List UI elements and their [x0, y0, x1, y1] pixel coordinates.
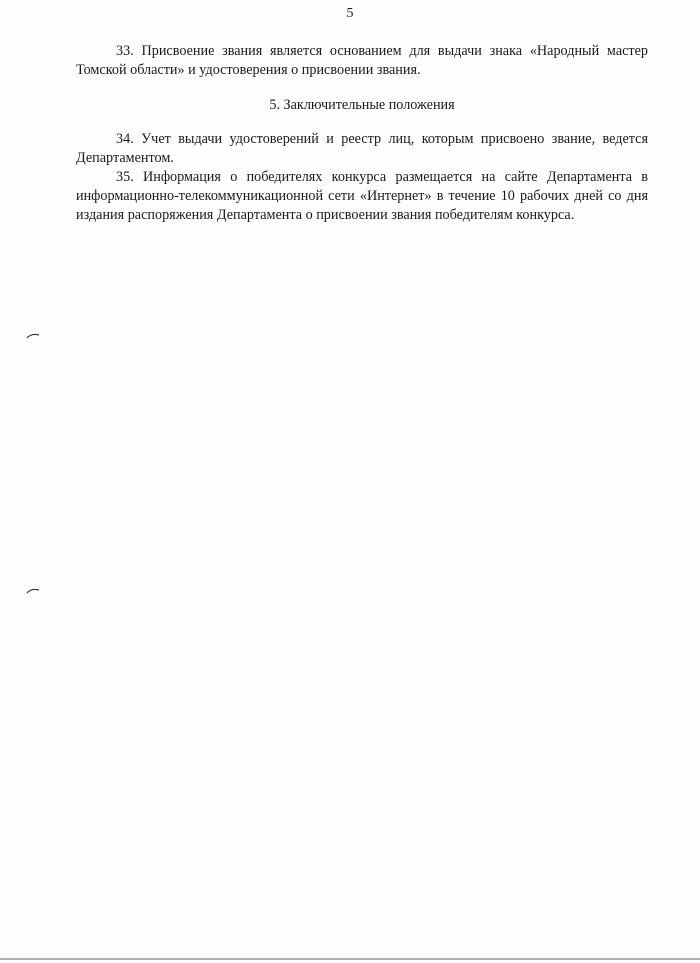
- page-number: 5: [346, 6, 354, 21]
- document-body: [76, 42, 648, 225]
- scan-bottom-edge: [0, 958, 700, 960]
- paragraph-35: 35. Информация о победителях конкурса размещается на сайте Департамента в информационно-телекоммуникационной сети «Интернет» в течение 10 рабочих дней со дня издания распоряжения Департамента о присвоении звания победителям конкурса.: [76, 169, 648, 223]
- paragraph-33: 33. Присвоение звания является основанием для выдачи знака «Народный мастер Томской области» и удостоверения о присвоении звания.: [76, 43, 648, 78]
- section-title: 5. Заключительные положения: [269, 97, 455, 113]
- paragraph-34: 34. Учет выдачи удостоверений и реестр лиц, которым присвоено звание, ведется Департаментом.: [76, 131, 648, 166]
- punch-hole-mark-bottom: [26, 588, 40, 594]
- punch-hole-mark-top: [26, 333, 40, 339]
